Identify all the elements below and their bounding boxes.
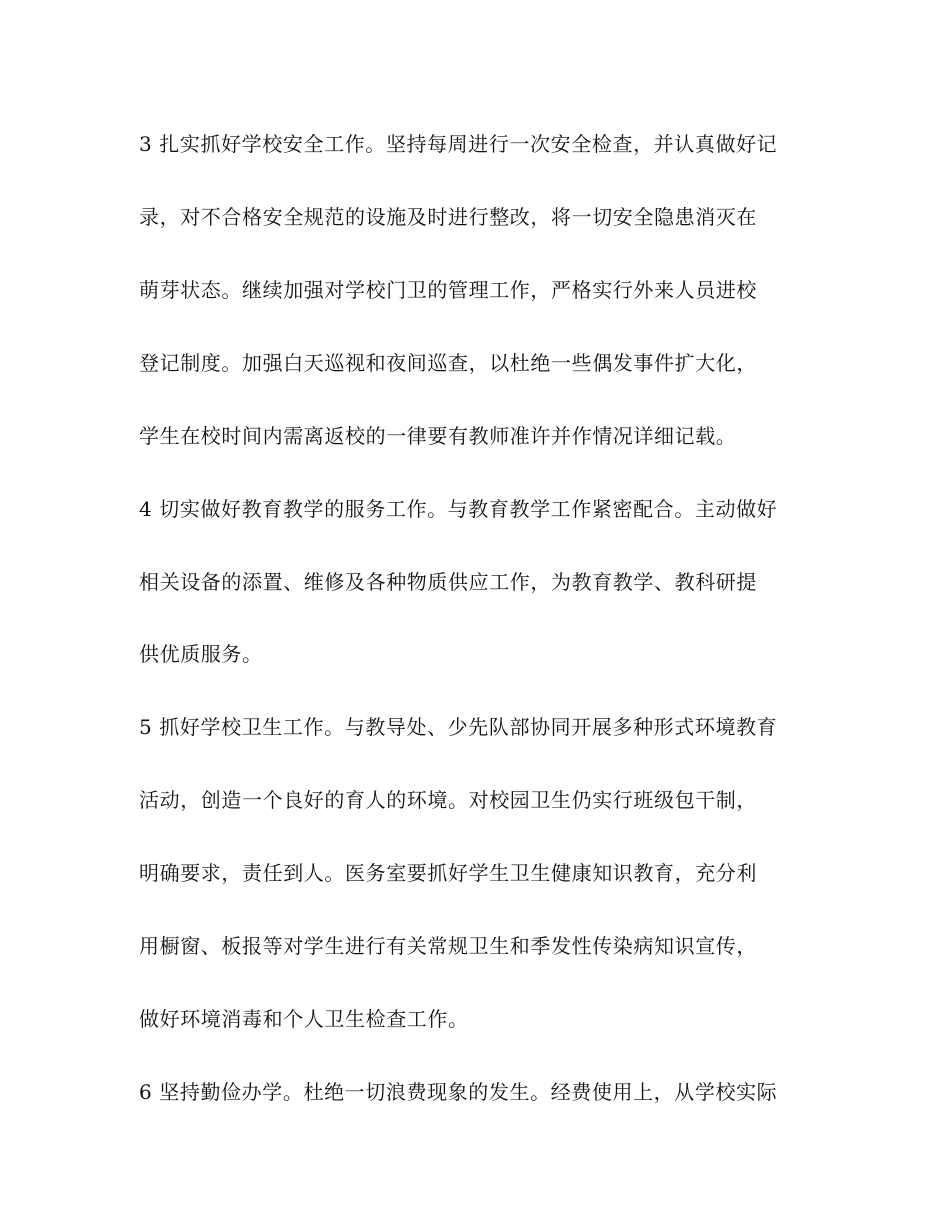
text-line: 6 坚持勤俭办学。杜绝一切浪费现象的发生。经费使用上，从学校实际 — [139, 1080, 778, 1104]
text-line: 供优质服务。 — [139, 642, 263, 666]
text-line: 5 抓好学校卫生工作。与教导处、少先队部协同开展多种形式环境教育 — [139, 715, 778, 739]
text-line: 明确要求，责任到人。医务室要抓好学生卫生健康知识教育，充分利 — [139, 861, 757, 885]
text-line: 用橱窗、板报等对学生进行有关常规卫生和季发性传染病知识宣传， — [139, 934, 757, 958]
text-line: 萌芽状态。继续加强对学校门卫的管理工作，严格实行外来人员进校 — [139, 278, 757, 302]
text-line: 相关设备的添置、维修及各种物质供应工作，为教育教学、教科研提 — [139, 570, 757, 594]
text-line: 录，对不合格安全规范的设施及时进行整改，将一切安全隐患消灭在 — [139, 205, 757, 229]
text-line: 做好环境消毒和个人卫生检查工作。 — [139, 1007, 469, 1031]
text-line: 登记制度。加强白天巡视和夜间巡查，以杜绝一些偶发事件扩大化， — [139, 351, 757, 375]
text-line: 活动，创造一个良好的育人的环境。对校园卫生仍实行班级包干制， — [139, 788, 757, 812]
text-line: 3 扎实抓好学校安全工作。坚持每周进行一次安全检查，并认真做好记 — [139, 132, 778, 156]
text-line: 4 切实做好教育教学的服务工作。与教育教学工作紧密配合。主动做好 — [139, 497, 778, 521]
text-line: 学生在校时间内需离返校的一律要有教师准许并作情况详细记载。 — [139, 424, 737, 448]
